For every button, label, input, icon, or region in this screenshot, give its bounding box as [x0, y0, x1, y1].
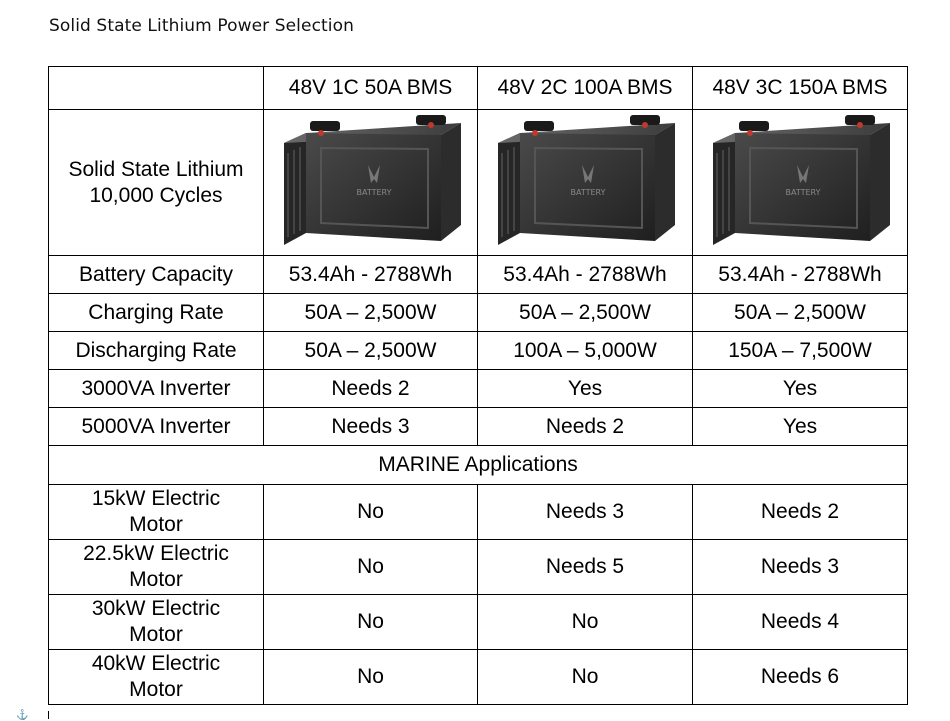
- row-value: Yes: [478, 370, 693, 408]
- battery-pack-image: [276, 113, 466, 253]
- battery-pack-icon: [478, 113, 692, 253]
- row-value: Needs 5: [478, 540, 693, 595]
- solid-state-label-line1: Solid State Lithium: [68, 157, 244, 181]
- battery-logo-text: BATTERY: [570, 187, 606, 197]
- row-label: 5000VA Inverter: [49, 408, 264, 446]
- document-title: Solid State Lithium Power Selection: [49, 16, 354, 36]
- marine-section-heading: MARINE Applications: [49, 446, 908, 485]
- battery-image-cell-2: [478, 110, 693, 256]
- row-label-line2: Motor: [129, 623, 183, 646]
- battery-logo-text: BATTERY: [356, 187, 391, 197]
- row-label: [49, 540, 264, 595]
- row-value: Needs 3: [478, 485, 693, 540]
- row-label: [49, 485, 264, 540]
- section-row: [49, 446, 908, 485]
- solid-state-label-line2: 10,000 Cycles: [89, 183, 223, 207]
- row-value: Needs 3: [264, 408, 478, 446]
- row-value: 50A – 2,500W: [693, 294, 908, 332]
- table-row: [49, 332, 908, 370]
- header-corner-cell: [49, 67, 264, 110]
- row-label: Charging Rate: [49, 294, 264, 332]
- table-row: [49, 650, 908, 705]
- row-label-line1: 30kW Electric: [91, 597, 221, 620]
- row-value: Yes: [693, 370, 908, 408]
- battery-image-cell-3: [693, 110, 908, 256]
- table-row: [49, 294, 908, 332]
- power-selection-table: [48, 66, 908, 705]
- row-value: 53.4Ah - 2788Wh: [693, 256, 908, 294]
- row-value: No: [264, 650, 478, 705]
- page-edge-line: [48, 711, 49, 719]
- battery-image-cell-1: [264, 110, 478, 256]
- solid-state-label: [49, 110, 264, 256]
- header-1c-50a: 48V 1C 50A BMS: [264, 67, 478, 110]
- row-value: Needs 2: [478, 408, 693, 446]
- battery-pack-image: [490, 113, 680, 253]
- battery-pack-image: [705, 113, 895, 253]
- table-row: [49, 370, 908, 408]
- row-value: 50A – 2,500W: [264, 294, 478, 332]
- row-value: No: [264, 540, 478, 595]
- battery-pack-icon: [264, 113, 477, 253]
- row-label-line2: Motor: [129, 678, 183, 701]
- row-value: 50A – 2,500W: [478, 294, 693, 332]
- header-row: [49, 67, 908, 110]
- row-value: No: [478, 595, 693, 650]
- row-value: Needs 4: [693, 595, 908, 650]
- row-value: Needs 3: [693, 540, 908, 595]
- row-value: No: [478, 650, 693, 705]
- table-row: [49, 256, 908, 294]
- row-value: Needs 2: [693, 485, 908, 540]
- row-label-line2: Motor: [129, 568, 183, 591]
- row-label-line1: 22.5kW Electric: [83, 542, 229, 565]
- table-row: [49, 595, 908, 650]
- header-3c-150a: 48V 3C 150A BMS: [693, 67, 908, 110]
- image-row: [49, 110, 908, 256]
- row-label: 3000VA Inverter: [49, 370, 264, 408]
- table-row: [49, 485, 908, 540]
- row-value: No: [264, 485, 478, 540]
- anchor-icon: ⚓: [16, 710, 29, 721]
- row-label-line2: Motor: [129, 513, 183, 536]
- row-label-line1: 40kW Electric: [91, 652, 221, 675]
- row-value: 53.4Ah - 2788Wh: [478, 256, 693, 294]
- row-label: Discharging Rate: [49, 332, 264, 370]
- row-value: Needs 6: [693, 650, 908, 705]
- row-value: 100A – 5,000W: [478, 332, 693, 370]
- table-row: [49, 540, 908, 595]
- battery-pack-icon: [693, 113, 907, 253]
- battery-logo-text: BATTERY: [785, 187, 821, 197]
- header-2c-100a: 48V 2C 100A BMS: [478, 67, 693, 110]
- row-value: Yes: [693, 408, 908, 446]
- row-value: 50A – 2,500W: [264, 332, 478, 370]
- row-value: 53.4Ah - 2788Wh: [264, 256, 478, 294]
- row-label: Battery Capacity: [49, 256, 264, 294]
- row-label: [49, 650, 264, 705]
- row-value: Needs 2: [264, 370, 478, 408]
- row-value: No: [264, 595, 478, 650]
- row-value: 150A – 7,500W: [693, 332, 908, 370]
- table-row: [49, 408, 908, 446]
- row-label: [49, 595, 264, 650]
- row-label-line1: 15kW Electric: [91, 487, 221, 510]
